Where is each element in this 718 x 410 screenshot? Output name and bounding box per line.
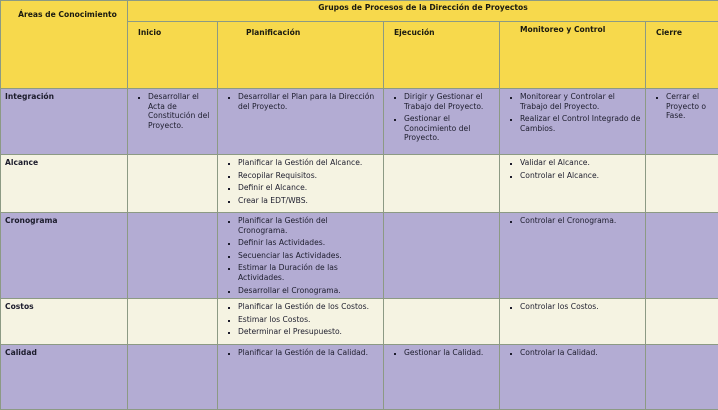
process-list [218, 89, 383, 111]
process-cell [646, 345, 718, 410]
phase-header-monitoreo: Monitoreo y Control [500, 22, 646, 89]
process-cell [128, 89, 218, 155]
process-list [646, 89, 718, 121]
process-list [384, 89, 499, 143]
process-item: ▪ Definir el Alcance. [238, 183, 379, 193]
table-row [1, 213, 718, 299]
process-list [500, 89, 645, 133]
process-list [500, 299, 645, 312]
knowledge-area-label: Cronograma [1, 213, 128, 299]
process-item: ▪ Planificar la Gestión de la Calidad. [238, 348, 379, 358]
process-cell [500, 345, 646, 410]
knowledge-area-label: Integración [1, 89, 128, 155]
process-item: ▪ Controlar el Cronograma. [520, 216, 641, 226]
knowledge-areas-header: Áreas de Conocimiento [1, 1, 128, 89]
table-row [1, 89, 718, 155]
process-item: ▪ Planificar la Gestión de los Costos. [238, 302, 379, 312]
process-item: ▪ Estimar los Costos. [238, 315, 379, 325]
process-cell [384, 345, 500, 410]
process-list [218, 345, 383, 358]
phase-header-inicio: Inicio [128, 22, 218, 89]
process-item: ▪ Monitorear y Controlar el Trabajo del Proyecto. [520, 92, 641, 111]
knowledge-area-label: Calidad [1, 345, 128, 410]
table-row [1, 299, 718, 345]
process-cell [218, 299, 384, 345]
process-cell [218, 155, 384, 213]
process-item: ▪ Desarrollar el Plan para la Dirección del Proyecto. [238, 92, 379, 111]
process-list [218, 299, 383, 337]
process-cell [500, 89, 646, 155]
table-row [1, 345, 718, 410]
process-cell [218, 213, 384, 299]
process-item: ▪ Planificar la Gestión del Cronograma. [238, 216, 379, 235]
process-item: ▪ Controlar los Costos. [520, 302, 641, 312]
process-list [218, 155, 383, 205]
process-cell [500, 155, 646, 213]
process-item: ▪ Definir las Actividades. [238, 238, 379, 248]
process-cell [384, 299, 500, 345]
process-item: ▪ Validar el Alcance. [520, 158, 641, 168]
phase-header-ejecucion: Ejecución [384, 22, 500, 89]
process-list [500, 345, 645, 358]
process-list [500, 213, 645, 226]
process-cell [646, 155, 718, 213]
process-item: ▪ Determinar el Presupuesto. [238, 327, 379, 337]
process-cell [218, 345, 384, 410]
process-cell [384, 89, 500, 155]
process-groups-header: Grupos de Procesos de la Dirección de Proyectos [128, 1, 718, 22]
process-item: ▪ Realizar el Control Integrado de Cambios. [520, 114, 641, 133]
phase-header-cierre: Cierre [646, 22, 718, 89]
knowledge-area-label: Costos [1, 299, 128, 345]
process-cell [128, 155, 218, 213]
process-cell [128, 213, 218, 299]
process-cell [384, 213, 500, 299]
process-cell [384, 155, 500, 213]
process-item: ▪ Recopilar Requisitos. [238, 171, 379, 181]
process-item: ▪ Controlar el Alcance. [520, 171, 641, 181]
process-item: ▪ Crear la EDT/WBS. [238, 196, 379, 206]
process-list [384, 345, 499, 358]
process-item: ▪ Controlar la Calidad. [520, 348, 641, 358]
process-cell [218, 89, 384, 155]
process-list [500, 155, 645, 180]
process-item: ▪ Estimar la Duración de las Actividades. [238, 263, 379, 282]
process-cell [500, 299, 646, 345]
phase-header-planificacion: Planificación [218, 22, 384, 89]
process-cell [500, 213, 646, 299]
table-row [1, 155, 718, 213]
process-item: ▪ Desarrollar el Acta de Constitución del Proyecto. [148, 92, 213, 130]
process-cell [646, 213, 718, 299]
process-item: ▪ Planificar la Gestión del Alcance. [238, 158, 379, 168]
process-list [128, 89, 217, 130]
process-cell [646, 299, 718, 345]
knowledge-area-label: Alcance [1, 155, 128, 213]
process-item: ▪ Secuenciar las Actividades. [238, 251, 379, 261]
process-item: ▪ Gestionar el Conocimiento del Proyecto. [404, 114, 495, 143]
process-cell [128, 345, 218, 410]
process-item: ▪ Gestionar la Calidad. [404, 348, 495, 358]
process-list [218, 213, 383, 295]
process-item: ▪ Desarrollar el Cronograma. [238, 286, 379, 296]
process-item: ▪ Cerrar el Proyecto o Fase. [666, 92, 714, 121]
process-cell [646, 89, 718, 155]
process-item: ▪ Dirigir y Gestionar el Trabajo del Proyecto. [404, 92, 495, 111]
process-cell [128, 299, 218, 345]
